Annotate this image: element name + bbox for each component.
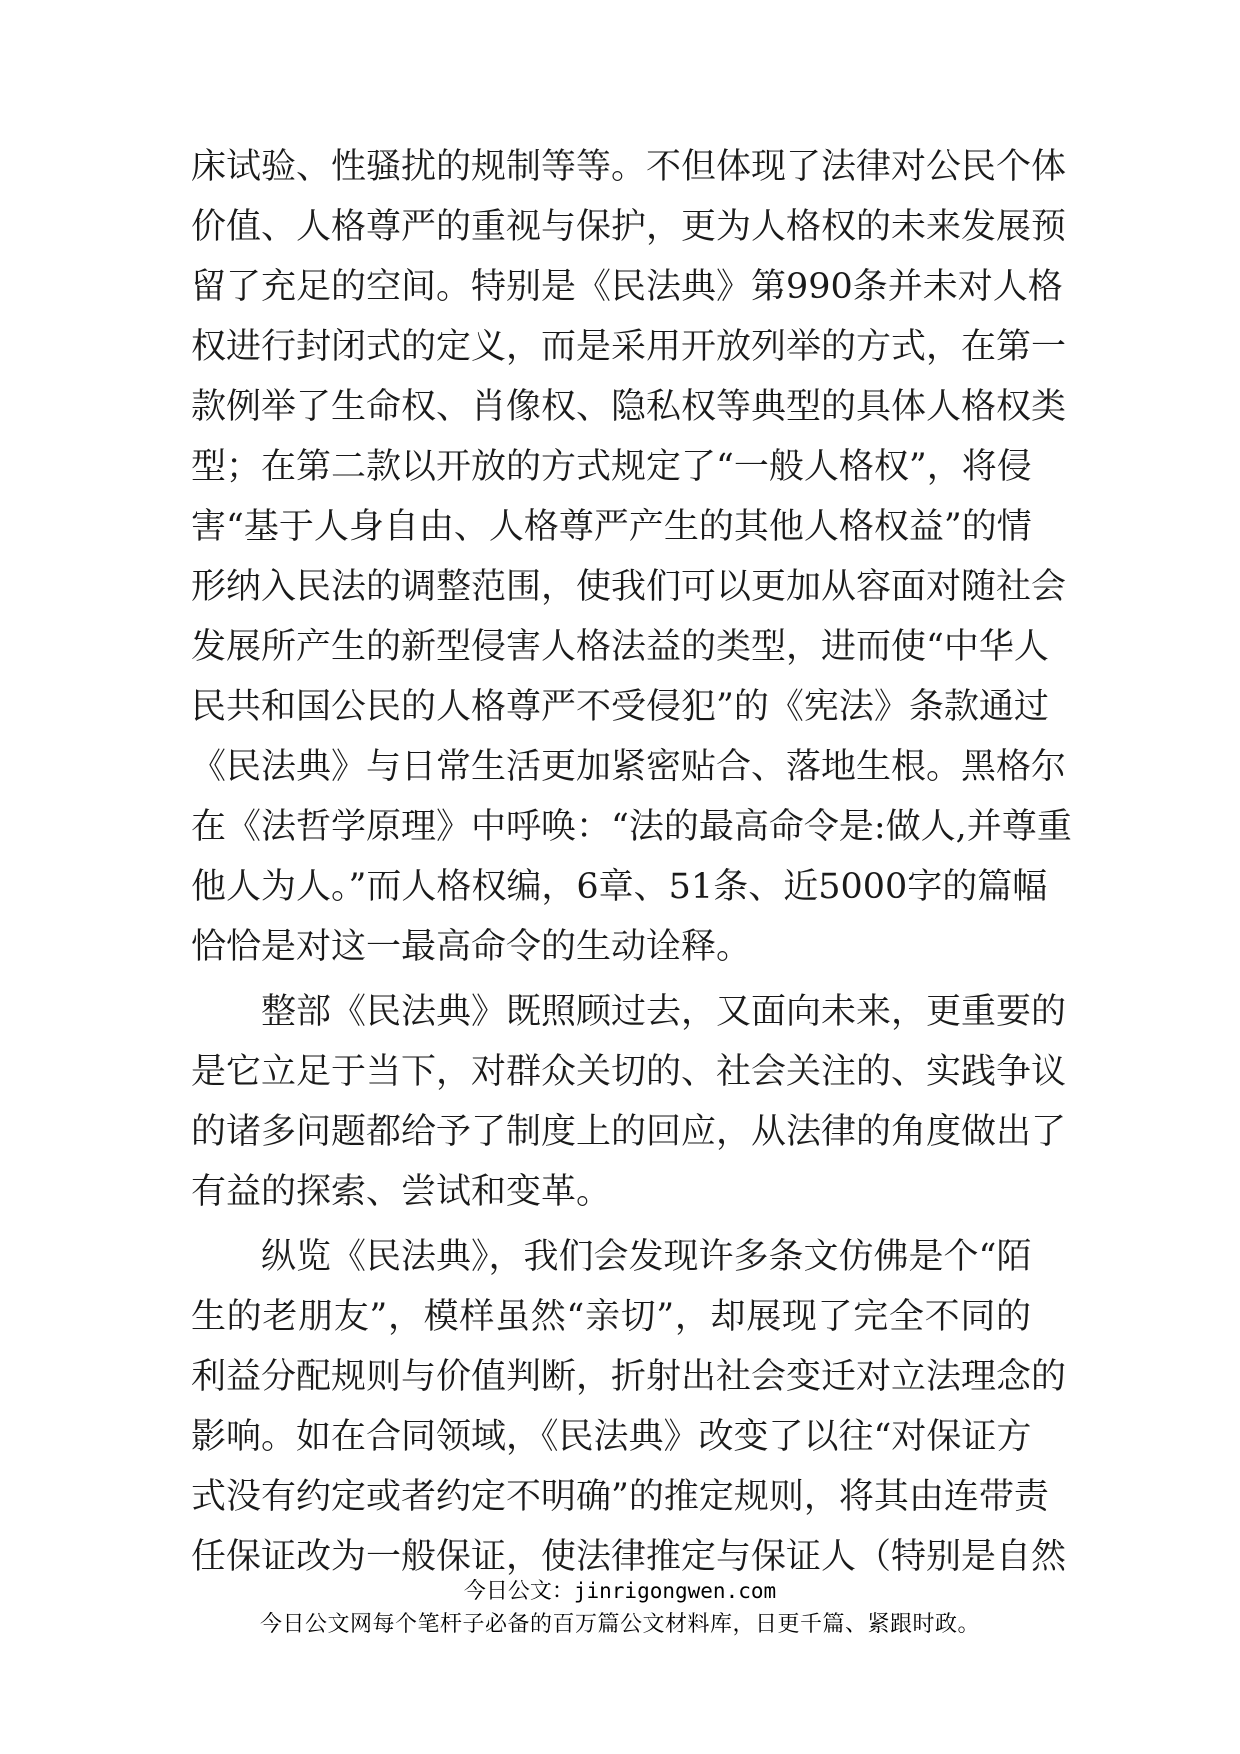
body-line: 影响。如在合同领域，《民法典》改变了以往“对保证方 [191, 1417, 1032, 1457]
body-line: 形纳入民法的调整范围，使我们可以更加从容面对随社会 [191, 567, 1067, 607]
body-line: 利益分配规则与价值判断，折射出社会变迁对立法理念的 [191, 1357, 1067, 1397]
paragraph-first-line: 纵览《民法典》，我们会发现许多条文仿佛是个“陌 [261, 1237, 1032, 1277]
body-line: 发展所产生的新型侵害人格法益的类型，进而使“中华人 [191, 627, 1049, 667]
footer-site-url[interactable]: jinrigongwen.com [573, 1579, 777, 1603]
body-line: 任保证改为一般保证，使法律推定与保证人（特别是自然 [191, 1537, 1067, 1577]
body-line: 是它立足于当下，对群众关切的、社会关注的、实践争议 [191, 1052, 1067, 1092]
body-line: 他人为人。”而人格权编，6章、51条、近5000字的篇幅 [191, 867, 1048, 907]
footer-slogan: 今日公文网每个笔杆子必备的百万篇公文材料库，日更千篇、紧跟时政。 [259, 1612, 980, 1637]
body-line: 的诸多问题都给予了制度上的回应，从法律的角度做出了 [191, 1112, 1067, 1152]
body-line: 权进行封闭式的定义，而是采用开放列举的方式，在第一 [191, 327, 1067, 367]
footer-site-title [0, 1576, 1240, 1607]
body-line: 有益的探索、尝试和变革。 [191, 1172, 612, 1212]
body-line: 床试验、性骚扰的规制等等。不但体现了法律对公民个体 [191, 147, 1067, 187]
body-line: 恰恰是对这一最高命令的生动诠释。 [191, 927, 752, 967]
body-line: 民共和国公民的人格尊严不受侵犯”的《宪法》条款通过 [191, 687, 1049, 727]
body-line: 生的老朋友”，模样虽然“亲切”，却展现了完全不同的 [191, 1297, 1031, 1337]
body-line: 款例举了生命权、肖像权、隐私权等典型的具体人格权类 [191, 387, 1067, 427]
body-line: 留了充足的空间。特别是《民法典》第990条并未对人格 [191, 267, 1063, 307]
body-line: 型；在第二款以开放的方式规定了“一般人格权”，将侵 [191, 447, 1032, 487]
body-line: 价值、人格尊严的重视与保护，更为人格权的未来发展预 [191, 207, 1067, 247]
body-line: 式没有约定或者约定不明确”的推定规则，将其由连带责 [191, 1477, 1049, 1517]
body-line: 《民法典》与日常生活更加紧密贴合、落地生根。黑格尔 [191, 747, 1067, 787]
body-line: 害“基于人身自由、人格尊严产生的其他人格权益”的情 [191, 507, 1032, 547]
body-line: 在《法哲学原理》中呼唤：“法的最高命令是:做人,并尊重 [191, 807, 1072, 847]
paragraph-first-line: 整部《民法典》既照顾过去，又面向未来，更重要的 [261, 992, 1067, 1032]
footer-site-prefix: 今日公文： [463, 1579, 574, 1604]
